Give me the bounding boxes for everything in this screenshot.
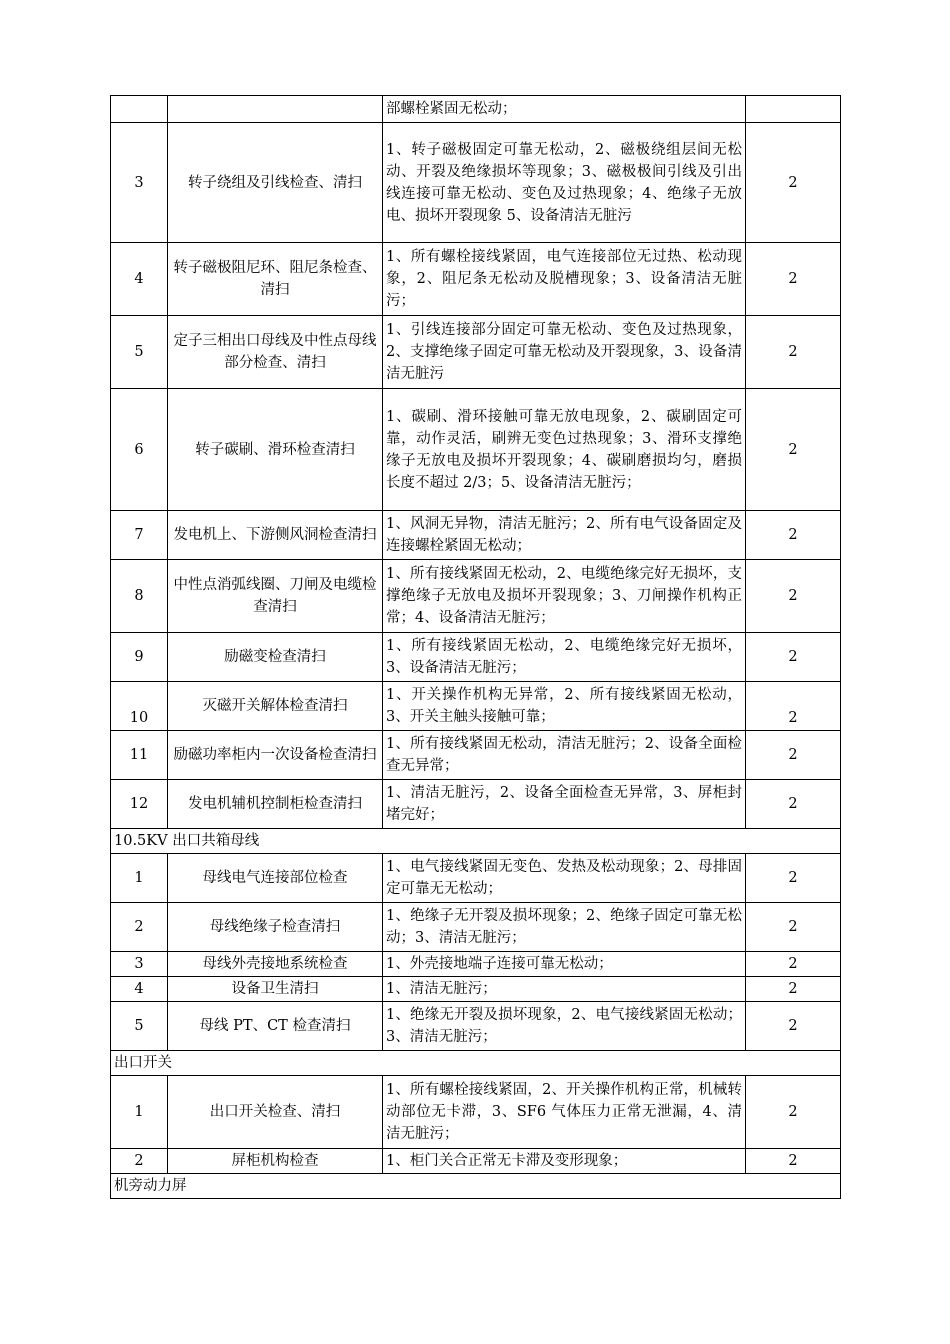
- row-description: 1、清洁无脏污；: [383, 977, 746, 1002]
- table-row: [111, 952, 841, 977]
- row-score: 2: [746, 316, 841, 389]
- row-score: 2: [746, 977, 841, 1002]
- row-description: 1、绝缘子无开裂及损坏现象；2、绝缘子固定可靠无松动；3、清洁无脏污；: [383, 903, 746, 952]
- row-number: 2: [111, 1149, 168, 1174]
- section-title: 10.5KV 出口共箱母线: [111, 829, 841, 854]
- row-score: 2: [746, 560, 841, 633]
- row-description: 1、外壳接地端子连接可靠无松动；: [383, 952, 746, 977]
- row-number: 3: [111, 123, 168, 243]
- table-row: [111, 1002, 841, 1051]
- row-number: 6: [111, 389, 168, 511]
- row-description: 1、所有螺栓接线紧固，电气连接部位无过热、松动现象，2、阻尼条无松动及脱槽现象；3、设备清洁无脏污；: [383, 243, 746, 316]
- row-score: 2: [746, 123, 841, 243]
- row-number: 11: [111, 731, 168, 780]
- row-description: 部螺栓紧固无松动；: [383, 96, 746, 123]
- row-item: 励磁功率柜内一次设备检查清扫: [168, 731, 383, 780]
- row-description: 1、风洞无异物，清洁无脏污；2、所有电气设备固定及连接螺栓紧固无松动；: [383, 511, 746, 560]
- table-row: [111, 389, 841, 511]
- row-number: 5: [111, 316, 168, 389]
- row-number: 2: [111, 903, 168, 952]
- row-item: 转子绕组及引线检查、清扫: [168, 123, 383, 243]
- row-number: [111, 96, 168, 123]
- row-number: 1: [111, 854, 168, 903]
- row-item: 励磁变检查清扫: [168, 633, 383, 682]
- table-row: [111, 854, 841, 903]
- row-number: 8: [111, 560, 168, 633]
- row-item: 发电机上、下游侧风洞检查清扫: [168, 511, 383, 560]
- table-row: [111, 1076, 841, 1149]
- row-score: 2: [746, 389, 841, 511]
- row-description: 1、绝缘无开裂及损坏现象，2、电气接线紧固无松动；3、清洁无脏污；: [383, 1002, 746, 1051]
- row-item: 母线电气连接部位检查: [168, 854, 383, 903]
- row-description: 1、清洁无脏污，2、设备全面检查无异常，3、屏柜封堵完好；: [383, 780, 746, 829]
- row-description: 1、转子磁极固定可靠无松动，2、磁极绕组层间无松动、开裂及绝缘损坏等现象；3、磁极极间引线及引出线连接可靠无松动、变色及过热现象；4、绝缘子无放电、损坏开裂现象 5、设备清洁无脏污: [383, 123, 746, 243]
- row-description: 1、柜门关合正常无卡滞及变形现象；: [383, 1149, 746, 1174]
- row-number: 5: [111, 1002, 168, 1051]
- row-score: 2: [746, 633, 841, 682]
- table-row: [111, 96, 841, 123]
- section-title: 机旁动力屏: [111, 1174, 841, 1199]
- row-score: 2: [746, 1076, 841, 1149]
- row-item: 发电机辅机控制柜检查清扫: [168, 780, 383, 829]
- row-score: 2: [746, 952, 841, 977]
- row-item: 母线 PT、CT 检查清扫: [168, 1002, 383, 1051]
- table-row: [111, 243, 841, 316]
- row-score: 2: [746, 1002, 841, 1051]
- section-row: [111, 1174, 841, 1199]
- row-number: 9: [111, 633, 168, 682]
- table-row: [111, 560, 841, 633]
- row-number: 12: [111, 780, 168, 829]
- row-description: 1、所有接线紧固无松动，2、电缆绝缘完好无损坏，支撑绝缘子无放电及损坏开裂现象；3、刀闸操作机构正常；4、设备清洁无脏污；: [383, 560, 746, 633]
- table-row: [111, 316, 841, 389]
- row-description: 1、所有接线紧固无松动，2、电缆绝缘完好无损坏，3、设备清洁无脏污；: [383, 633, 746, 682]
- table-row: [111, 731, 841, 780]
- table-row: [111, 1149, 841, 1174]
- row-item: 母线外壳接地系统检查: [168, 952, 383, 977]
- row-score: 2: [746, 243, 841, 316]
- row-item: 定子三相出口母线及中性点母线部分检查、清扫: [168, 316, 383, 389]
- row-item: 灭磁开关解体检查清扫: [168, 682, 383, 731]
- row-number: 4: [111, 977, 168, 1002]
- row-number: 10: [111, 682, 168, 731]
- row-description: 1、开关操作机构无异常，2、所有接线紧固无松动，3、开关主触头接触可靠；: [383, 682, 746, 731]
- maintenance-table: [110, 95, 841, 1199]
- section-title: 出口开关: [111, 1051, 841, 1076]
- row-item: 转子碳刷、滑环检查清扫: [168, 389, 383, 511]
- table-row: [111, 123, 841, 243]
- row-number: 1: [111, 1076, 168, 1149]
- row-description: 1、所有接线紧固无松动，清洁无脏污；2、设备全面检查无异常；: [383, 731, 746, 780]
- row-item: 设备卫生清扫: [168, 977, 383, 1002]
- row-item: [168, 96, 383, 123]
- row-item: 中性点消弧线圈、刀闸及电缆检查清扫: [168, 560, 383, 633]
- table-row: [111, 633, 841, 682]
- row-score: [746, 96, 841, 123]
- row-score: 2: [746, 854, 841, 903]
- row-description: 1、电气接线紧固无变色、发热及松动现象；2、母排固定可靠无无松动；: [383, 854, 746, 903]
- row-score: 2: [746, 780, 841, 829]
- row-score: 2: [746, 903, 841, 952]
- row-item: 屏柜机构检查: [168, 1149, 383, 1174]
- row-description: 1、引线连接部分固定可靠无松动、变色及过热现象，2、支撑绝缘子固定可靠无松动及开裂现象，3、设备清洁无脏污: [383, 316, 746, 389]
- table-row: [111, 903, 841, 952]
- row-score: 2: [746, 682, 841, 731]
- row-number: 7: [111, 511, 168, 560]
- row-score: 2: [746, 731, 841, 780]
- row-description: 1、所有螺栓接线紧固，2、开关操作机构正常，机械转动部位无卡滞，3、SF6 气体压力正常无泄漏，4、清洁无脏污；: [383, 1076, 746, 1149]
- row-item: 出口开关检查、清扫: [168, 1076, 383, 1149]
- table-row: [111, 511, 841, 560]
- row-item: 转子磁极阻尼环、阻尼条检查、清扫: [168, 243, 383, 316]
- table-row: [111, 682, 841, 731]
- row-number: 4: [111, 243, 168, 316]
- table-row: [111, 780, 841, 829]
- row-description: 1、碳刷、滑环接触可靠无放电现象，2、碳刷固定可靠，动作灵活，刷辨无变色过热现象；3、滑环支撑绝缘子无放电及损坏开裂现象；4、碳刷磨损均匀，磨损长度不超过 2/3；5、设备清洁无脏污；: [383, 389, 746, 511]
- row-score: 2: [746, 1149, 841, 1174]
- table-row: [111, 977, 841, 1002]
- row-score: 2: [746, 511, 841, 560]
- section-row: [111, 829, 841, 854]
- row-number: 3: [111, 952, 168, 977]
- section-row: [111, 1051, 841, 1076]
- row-item: 母线绝缘子检查清扫: [168, 903, 383, 952]
